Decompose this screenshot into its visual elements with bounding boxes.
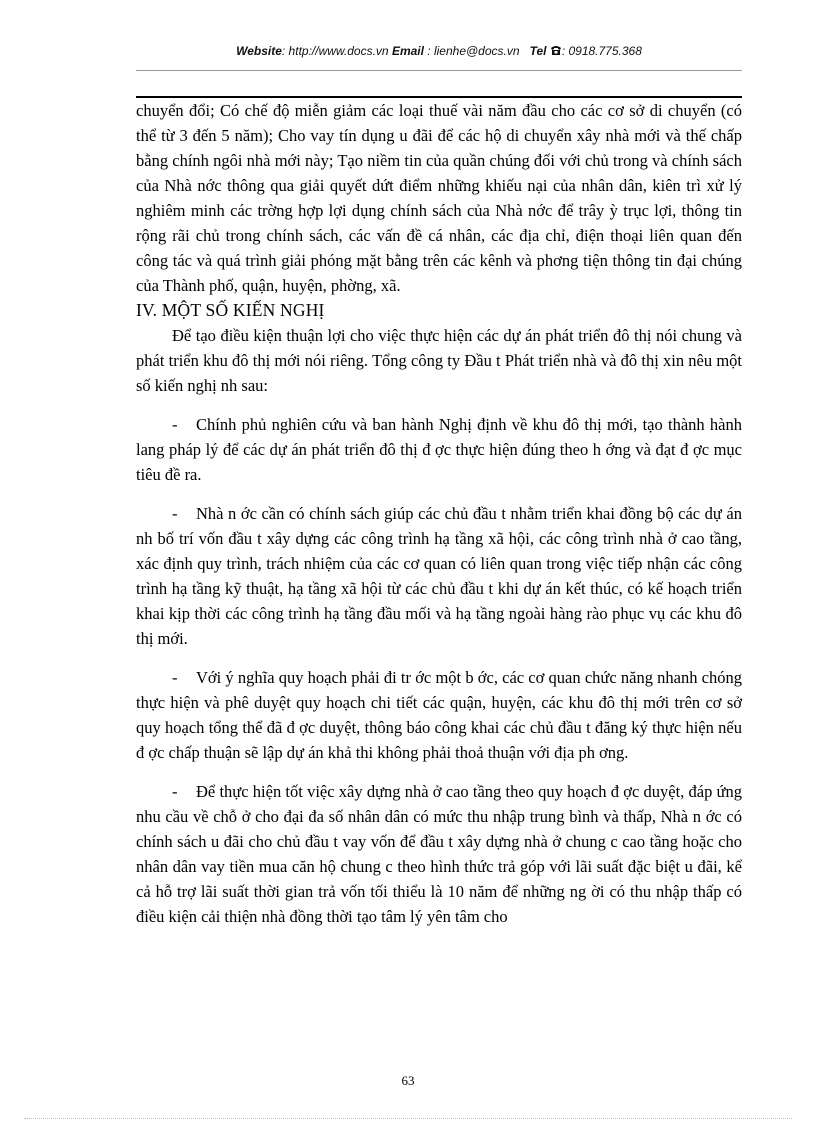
bullet-dash: - [172,415,178,434]
bullet-text: Với ý nghĩa quy hoạch phải đi tr ớc một b ớc, các cơ quan chức năng nhanh chóng thực hiện và phê duyệt quy hoạch chi tiết các quận, huyện, các khu đô thị mới trên cơ sở quy hoạch tổng thể đã đ ợc duyệt, thông báo công khai các chủ đầu t đăng ký thực hiện nếu đ ợc chấp thuận sẽ lập dự án khả thi không phải thoả thuận với địa ph ơng. [136,668,742,762]
page-header [136,44,742,58]
bullet-paragraph-3 [136,665,742,765]
bullet-text: Để thực hiện tốt việc xây dựng nhà ở cao tầng theo quy hoạch đ ợc duyệt, đáp ứng nhu cầu về chỗ ở cho đại đa số nhân dân có mức thu nhập trung bình và thấp, Nhà n ớc có chính sách u đãi cho chủ đầu t vay vốn để đầu t xây dựng nhà ở chung c cao tầng hoặc cho nhân dân vay tiền mua căn hộ chung c theo hình thức trả góp với lãi suất đặc biệt u đãi, kể cả hỗ trợ lãi suất thời gian trả vốn tối thiểu là 10 năm để những ng ời có thu nhập thấp có điều kiện cải thiện nhà đồng thời tạo tâm lý yên tâm cho [136,782,742,926]
phone-icon [550,44,562,58]
bullet-dash: - [172,782,178,801]
page-content [136,98,742,929]
bullet-text: Chính phủ nghiên cứu và ban hành Nghị định về khu đô thị mới, tạo thành hành lang pháp lý để các dự án phát triển đô thị đ ợc thực hiện đúng theo h ớng và đạt đ ợc mục tiêu đề ra. [136,415,742,484]
website-label: Website [236,44,282,58]
bullet-dash: - [172,504,178,523]
website-value: : http://www.docs.vn [281,44,389,58]
footer-divider [24,1118,792,1119]
bullet-text: Nhà n ớc cần có chính sách giúp các chủ đầu t nhằm triển khai đồng bộ các dự án nh bố trí vốn đầu t xây dựng các công trình hạ tầng xã hội, các công trình nhà ở cao tầng, xác định quy trình, trách nhiệm của các cơ quan có liên quan trong việc tiếp nhận các công trình hạ tầng kỹ thuật, hạ tầng xã hội từ các chủ đầu t khi dự án kết thúc, có kế hoạch triển khai kịp thời các công trình hạ tầng đầu mối và hạ tầng ngoài hàng rào phục vụ các khu đô thị mới. [136,504,742,648]
bullet-paragraph-2 [136,501,742,651]
intro-paragraph: Để tạo điều kiện thuận lợi cho việc thực hiện các dự án phát triển đô thị nói chung và phát triển khu đô thị mới nói riêng. Tổng công ty Đầu t Phát triển nhà và đô thị xin nêu một số kiến nghị nh sau: [136,326,742,395]
header-divider [136,70,742,71]
tel-label: Tel [529,44,547,58]
bullet-paragraph-4 [136,779,742,929]
page-number: 63 [401,1073,415,1088]
email-value: : lienhe@docs.vn [423,44,520,58]
email-label: Email [391,44,424,58]
tel-value: : 0918.775.368 [561,44,642,58]
bullet-paragraph-1 [136,412,742,487]
bullet-dash: - [172,668,178,687]
section-heading: IV. MỘT SỐ KIẾN NGHỊ [136,300,325,320]
continuation-paragraph: chuyển đổi; Có chế độ miễn giảm các loại thuế vài năm đầu cho các cơ sở di chuyển (có thể từ 3 đến 5 năm); Cho vay tín dụng u đãi để các hộ di chuyển xây nhà mới và thế chấp bằng chính ngôi nhà mới này; Tạo niềm tin của quần chúng đối với chủ trong và chính sách của Nhà nớc thông qua giải quyết dứt điểm những khiếu nại của nhân dân, kiên trì xử lý nghiêm minh các trờng hợp lợi dụng chính sách của Nhà nớc để trây ỳ trục lợi, thông tin rộng rãi chủ trong chính sách, các vấn đề cá nhân, các địa chỉ, điện thoại liên quan đến công tác và quá trình giải phóng mặt bằng trên các kênh và phơng tiện thông tin đại chúng của Thành phố, quận, huyện, phờng, xã. [136,101,742,295]
